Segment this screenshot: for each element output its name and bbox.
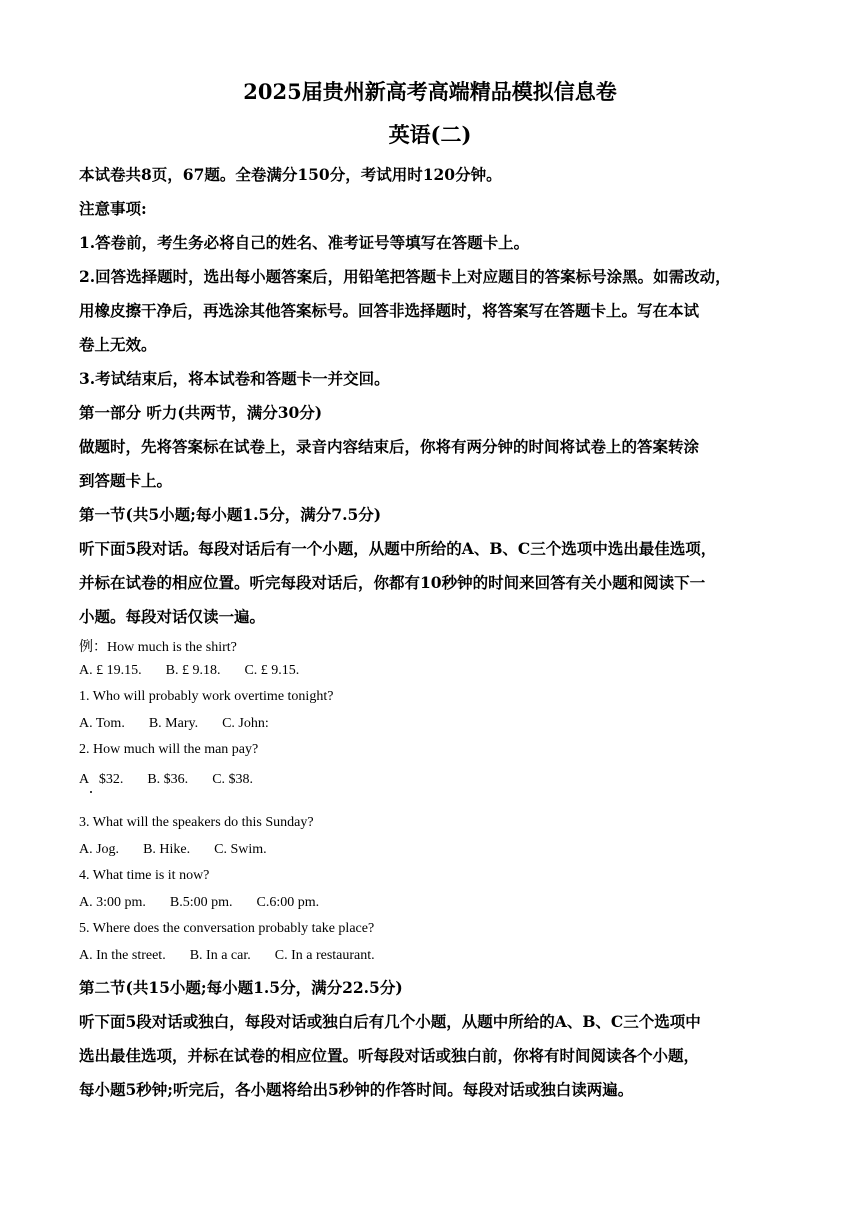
option-c: C. John: (222, 716, 269, 731)
example-options (79, 663, 323, 679)
question-3: 3. What will the speakers do this Sunday? (79, 815, 314, 830)
exam-title: 2025届贵州新高考高端精品模拟信息卷 (243, 79, 617, 104)
notice-3: 3.考试结束后，将本试卷和答题卡一并交回。 (79, 369, 390, 388)
option-b: B. $36. (147, 772, 189, 787)
option-a: A $32. (79, 772, 124, 787)
option-a: A. £ 19.15. (79, 663, 142, 678)
question-5-options (79, 948, 399, 964)
option-b: B. Mary. (148, 716, 199, 731)
exam-info: 本试卷共8页，67题。全卷满分150分，考试用时120分钟。 (79, 165, 502, 184)
section2-instruction-line-3: 每小题5秒钟;听完后，各小题将给出5秒钟的作答时间。每段对话或独白读两遍。 (79, 1080, 634, 1099)
option-c: C. In a restaurant. (274, 948, 375, 963)
part1-instruction-line-1: 做题时，先将答案标在试卷上，录音内容结束后，你将有两分钟的时间将试卷上的答案转涂 (79, 437, 700, 456)
notice-heading: 注意事项: (79, 199, 147, 218)
question-2: 2. How much will the man pay? (79, 742, 259, 757)
notice-2-line-3: 卷上无效。 (79, 335, 157, 354)
section1-instruction-line-1: 听下面5段对话。每段对话后有一个小题，从题中所给的A、B、C三个选项中选出最佳选项， (79, 539, 717, 558)
section1-heading: 第一节(共5小题;每小题1.5分，满分7.5分) (79, 505, 382, 524)
option-a: A. Tom. (79, 716, 125, 731)
notice-1: 1.答卷前，考生务必将自己的姓名、准考证号等填写在答题卡上。 (79, 233, 530, 252)
section2-heading: 第二节(共15小题;每小题1.5分，满分22.5分) (79, 978, 403, 997)
question-3-options (79, 842, 291, 858)
question-4-options (79, 895, 343, 911)
question-2-options (79, 772, 277, 788)
question-5: 5. Where does the conversation probably take place? (79, 921, 375, 936)
option-c: C.6:00 pm. (256, 895, 320, 910)
option-b: B. £ 9.18. (165, 663, 221, 678)
option-a: A. In the street. (79, 948, 166, 963)
section2-instruction-line-1: 听下面5段对话或独白，每段对话或独白后有几个小题，从题中所给的A、B、C三个选项中 (79, 1012, 701, 1031)
question-4: 4. What time is it now? (79, 868, 210, 883)
option-b: B.5:00 pm. (169, 895, 233, 910)
part1-instruction-line-2: 到答题卡上。 (79, 471, 173, 490)
question-1-options (79, 716, 293, 732)
option-a: A. Jog. (79, 842, 120, 857)
option-c: C. £ 9.15. (244, 663, 300, 678)
option-c: C. Swim. (214, 842, 267, 857)
stray-dot (90, 791, 92, 793)
option-a: A. 3:00 pm. (79, 895, 146, 910)
option-b: B. Hike. (143, 842, 191, 857)
example-question: 例：How much is the shirt? (79, 640, 237, 655)
section1-instruction-line-2: 并标在试卷的相应位置。听完每段对话后，你都有10秒钟的时间来回答有关小题和阅读下一 (79, 573, 706, 592)
exam-subtitle: 英语(二) (388, 122, 472, 147)
notice-2-line-1: 2.回答选择题时，选出每小题答案后，用铅笔把答题卡上对应题目的答案标号涂黑。如需改动， (79, 267, 731, 286)
option-b: B. In a car. (189, 948, 251, 963)
section1-instruction-line-3: 小题。每段对话仅读一遍。 (79, 607, 266, 626)
question-1: 1. Who will probably work overtime tonight? (79, 689, 334, 704)
notice-2-line-2: 用橡皮擦干净后，再选涂其他答案标号。回答非选择题时，将答案写在答题卡上。写在本试 (79, 301, 700, 320)
option-c: C. $38. (212, 772, 254, 787)
part1-heading: 第一部分 听力(共两节，满分30分) (79, 403, 323, 422)
section2-instruction-line-2: 选出最佳选项，并标在试卷的相应位置。听每段对话或独白前，你将有时间阅读各个小题， (79, 1046, 700, 1065)
